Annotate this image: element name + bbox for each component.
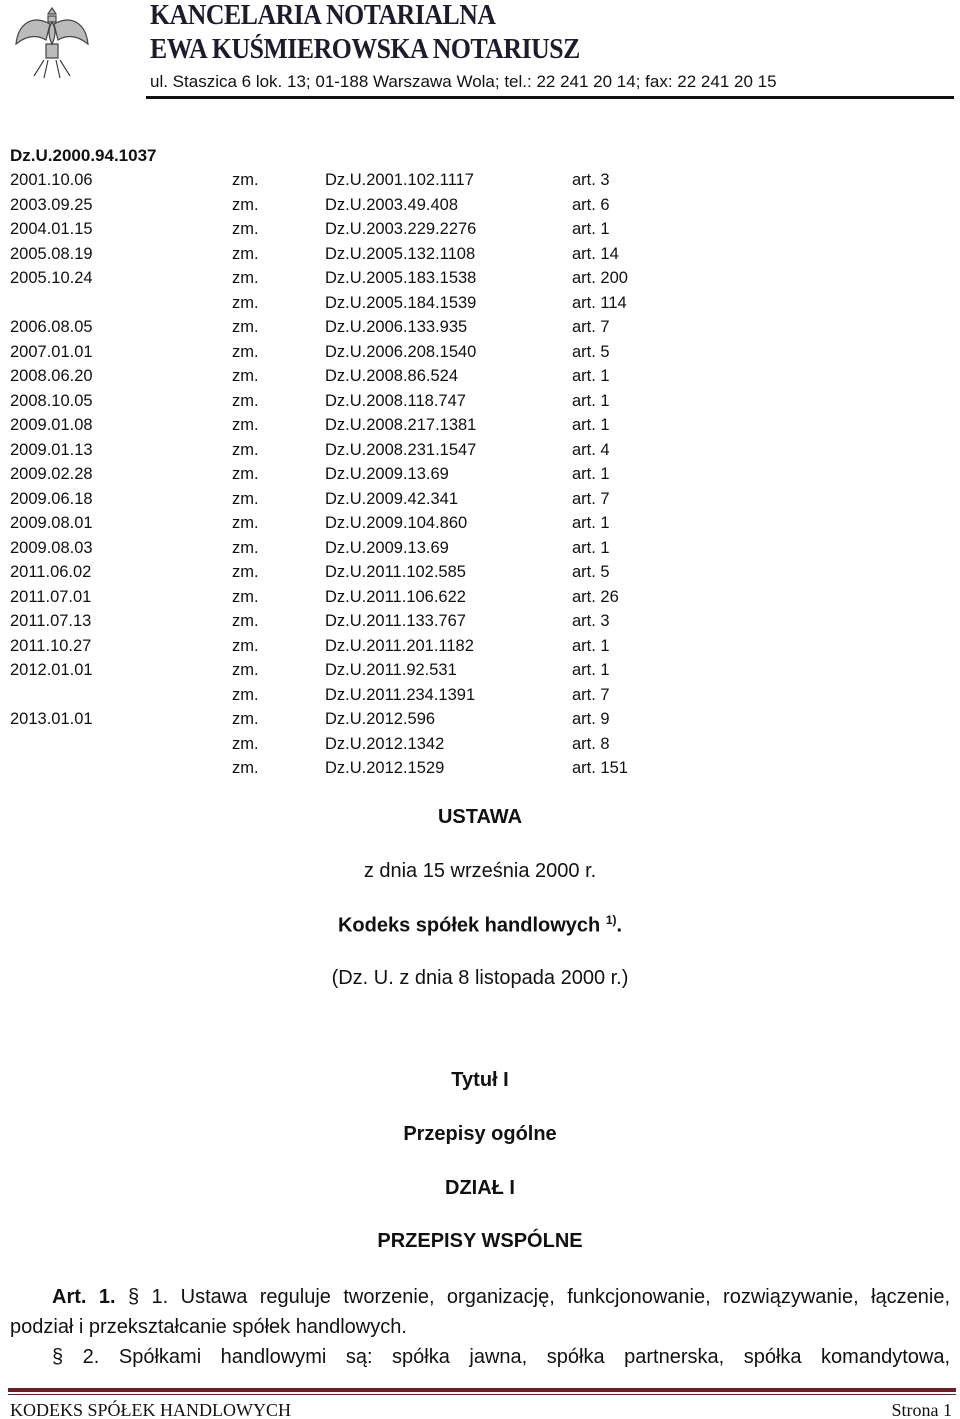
amendment-journal-ref: Dz.U.2011.234.1391 xyxy=(325,685,476,704)
article-1-paragraph-2 xyxy=(10,1342,950,1372)
amendment-date: 2005.08.19 xyxy=(10,244,93,263)
amendment-type: zm. xyxy=(232,171,259,189)
amendment-date: 2008.10.05 xyxy=(10,391,93,410)
amendment-article: art. 6 xyxy=(572,195,610,214)
amendment-date: 2009.06.18 xyxy=(10,489,93,508)
header-notary-name: EWA KUŚMIEROWSKA NOTARIUSZ xyxy=(150,34,580,65)
act-title-end: . xyxy=(616,914,623,937)
amendment-journal-ref: Dz.U.2006.208.1540 xyxy=(325,342,477,361)
amendment-type: zm. xyxy=(232,636,259,655)
amendment-journal-ref: Dz.U.2001.102.1117 xyxy=(325,171,474,189)
amendment-date: 2011.10.27 xyxy=(10,636,92,655)
amendment-article: art. 1 xyxy=(572,391,610,410)
paragraph-label: § 2. xyxy=(52,1346,100,1368)
amendment-date: 2011.06.02 xyxy=(10,563,92,581)
amendment-type: zm. xyxy=(232,244,259,263)
amendment-article: art. 4 xyxy=(572,440,610,459)
title-heading: Tytuł I xyxy=(451,1069,509,1091)
paragraph-text: Spółkami handlowymi są: spółka jawna, spółka partnerska, spółka komandytowa, xyxy=(118,1346,951,1368)
amendment-date: 2005.10.24 xyxy=(10,269,93,287)
amendment-journal-ref: Dz.U.2003.49.408 xyxy=(325,195,459,214)
act-publication: (Dz. U. z dnia 8 listopada 2000 r.) xyxy=(331,967,629,989)
amendment-date: 2009.08.01 xyxy=(10,514,93,532)
act-date: z dnia 15 września 2000 r. xyxy=(363,860,597,882)
footer-page-number: Strona 1 xyxy=(891,1400,952,1419)
amendment-type: zm. xyxy=(232,710,259,728)
amendment-journal-ref: Dz.U.2008.231.1547 xyxy=(325,440,477,459)
amendment-journal-ref: Dz.U.2008.86.524 xyxy=(325,367,459,385)
amendment-journal-ref: Dz.U.2011.106.622 xyxy=(325,587,466,606)
amendment-type: zm. xyxy=(232,612,259,630)
amendment-article: art. 1 xyxy=(572,636,610,655)
amendment-type: zm. xyxy=(232,538,259,557)
amendment-date: 2013.01.01 xyxy=(10,710,93,728)
amendment-article: art. 151 xyxy=(572,759,628,777)
amendment-article: art. 1 xyxy=(572,514,610,532)
amendment-date: 2009.02.28 xyxy=(10,465,93,483)
amendment-article: art. 14 xyxy=(572,244,619,263)
amendment-article: art. 1 xyxy=(572,220,610,238)
footnote-link[interactable]: 1) xyxy=(605,913,617,927)
footer-divider xyxy=(8,1388,956,1392)
header-address: ul. Staszica 6 lok. 13; 01-188 Warszawa Wola; tel.: 22 241 20 14; fax: 22 241 20 15 xyxy=(150,72,777,91)
amendment-journal-ref: Dz.U.2009.13.69 xyxy=(325,538,449,557)
amendment-journal-ref: Dz.U.2011.92.531 xyxy=(325,661,457,679)
amendment-type: zm. xyxy=(232,759,259,777)
amendment-type: zm. xyxy=(232,416,259,434)
amendment-type: zm. xyxy=(232,342,259,361)
amendment-journal-ref: Dz.U.2009.104.860 xyxy=(325,514,468,532)
amendment-type: zm. xyxy=(232,685,259,704)
amendment-article: art. 1 xyxy=(572,661,610,679)
amendment-article: art. 9 xyxy=(572,710,610,728)
amendment-type: zm. xyxy=(232,661,259,679)
header-office-name: KANCELARIA NOTARIALNA xyxy=(150,0,496,31)
amendment-journal-ref: Dz.U.2011.133.767 xyxy=(325,612,466,630)
footer-divider-thin xyxy=(8,1394,956,1395)
division-heading: DZIAŁ I xyxy=(445,1177,515,1199)
eagle-emblem-icon xyxy=(12,4,92,84)
amendment-journal-ref: Dz.U.2009.13.69 xyxy=(325,465,449,483)
amendment-article: art. 5 xyxy=(572,342,610,361)
amendment-journal-ref: Dz.U.2006.133.935 xyxy=(325,318,468,336)
amendment-journal-ref: Dz.U.2011.201.1182 xyxy=(325,636,474,655)
amendment-article: art. 7 xyxy=(572,318,610,336)
amendment-type: zm. xyxy=(232,563,259,581)
amendment-article: art. 26 xyxy=(572,587,619,606)
header-divider xyxy=(146,96,954,99)
act-type: USTAWA xyxy=(437,806,523,828)
amendment-article: art. 200 xyxy=(572,269,628,287)
amendment-article: art. 1 xyxy=(572,416,610,434)
amendment-journal-ref: Dz.U.2005.184.1539 xyxy=(325,293,477,312)
amendment-date: 2011.07.13 xyxy=(10,612,92,630)
amendment-journal-ref: Dz.U.2009.42.341 xyxy=(325,489,459,508)
amendment-article: art. 3 xyxy=(572,171,610,189)
division-name: PRZEPISY WSPÓLNE xyxy=(377,1230,583,1252)
amendment-article: art. 3 xyxy=(572,612,610,630)
amendment-date: 2011.07.01 xyxy=(10,587,92,606)
amendment-article: art. 1 xyxy=(572,465,610,483)
amendment-date: 2009.01.08 xyxy=(10,416,93,434)
amendment-type: zm. xyxy=(232,391,259,410)
amendment-journal-ref: Dz.U.2005.132.1108 xyxy=(325,244,476,263)
amendment-journal-ref: Dz.U.2008.118.747 xyxy=(325,391,466,410)
amendment-date: 2007.01.01 xyxy=(10,342,93,361)
amendment-journal-ref: Dz.U.2003.229.2276 xyxy=(325,220,477,238)
amendment-article: art. 114 xyxy=(572,293,627,312)
amendment-date: 2006.08.05 xyxy=(10,318,93,336)
amendment-type: zm. xyxy=(232,367,259,385)
amendment-date: 2004.01.15 xyxy=(10,220,93,238)
act-title xyxy=(0,913,960,938)
document-reference: Dz.U.2000.94.1037 xyxy=(10,146,157,165)
amendment-type: zm. xyxy=(232,587,259,606)
act-title-text: Kodeks spółek handlowych xyxy=(337,914,601,937)
amendment-article: art. 7 xyxy=(572,489,610,508)
amendment-type: zm. xyxy=(232,220,259,238)
amendment-type: zm. xyxy=(232,318,259,336)
amendment-type: zm. xyxy=(232,269,259,287)
paragraph-label: § 1. xyxy=(127,1286,169,1308)
footer-title: KODEKS SPÓŁEK HANDLOWYCH xyxy=(10,1400,291,1419)
amendment-type: zm. xyxy=(232,293,259,312)
amendment-article: art. 1 xyxy=(572,538,610,557)
amendment-journal-ref: Dz.U.2005.183.1538 xyxy=(325,269,477,287)
amendment-date: 2009.08.03 xyxy=(10,538,93,557)
amendment-date: 2001.10.06 xyxy=(10,171,93,189)
amendment-journal-ref: Dz.U.2012.1529 xyxy=(325,759,445,777)
amendment-type: zm. xyxy=(232,734,259,753)
amendment-article: art. 8 xyxy=(572,734,610,753)
amendment-journal-ref: Dz.U.2012.1342 xyxy=(325,734,445,753)
amendment-article: art. 5 xyxy=(572,563,610,581)
amendment-date: 2012.01.01 xyxy=(10,661,93,679)
amendment-type: zm. xyxy=(232,195,259,214)
amendment-journal-ref: Dz.U.2011.102.585 xyxy=(325,563,466,581)
article-label: Art. 1. xyxy=(52,1286,116,1308)
amendment-date: 2003.09.25 xyxy=(10,195,93,214)
amendment-article: art. 1 xyxy=(572,367,610,385)
title-name: Przepisy ogólne xyxy=(403,1123,557,1145)
amendment-journal-ref: Dz.U.2008.217.1381 xyxy=(325,416,477,434)
amendment-type: zm. xyxy=(232,489,259,508)
amendment-journal-ref: Dz.U.2012.596 xyxy=(325,710,436,728)
amendment-type: zm. xyxy=(232,465,259,483)
amendment-type: zm. xyxy=(232,440,259,459)
amendment-article: art. 7 xyxy=(572,685,610,704)
amendment-date: 2009.01.13 xyxy=(10,440,93,459)
article-1-paragraph-1 xyxy=(10,1282,950,1342)
amendment-type: zm. xyxy=(232,514,259,532)
paragraph-text: Ustawa reguluje tworzenie, organizację, funkcjonowanie, rozwiązywanie, łączenie, podział i przekształcanie spółek handlowych. xyxy=(10,1286,951,1338)
amendment-date: 2008.06.20 xyxy=(10,367,93,385)
